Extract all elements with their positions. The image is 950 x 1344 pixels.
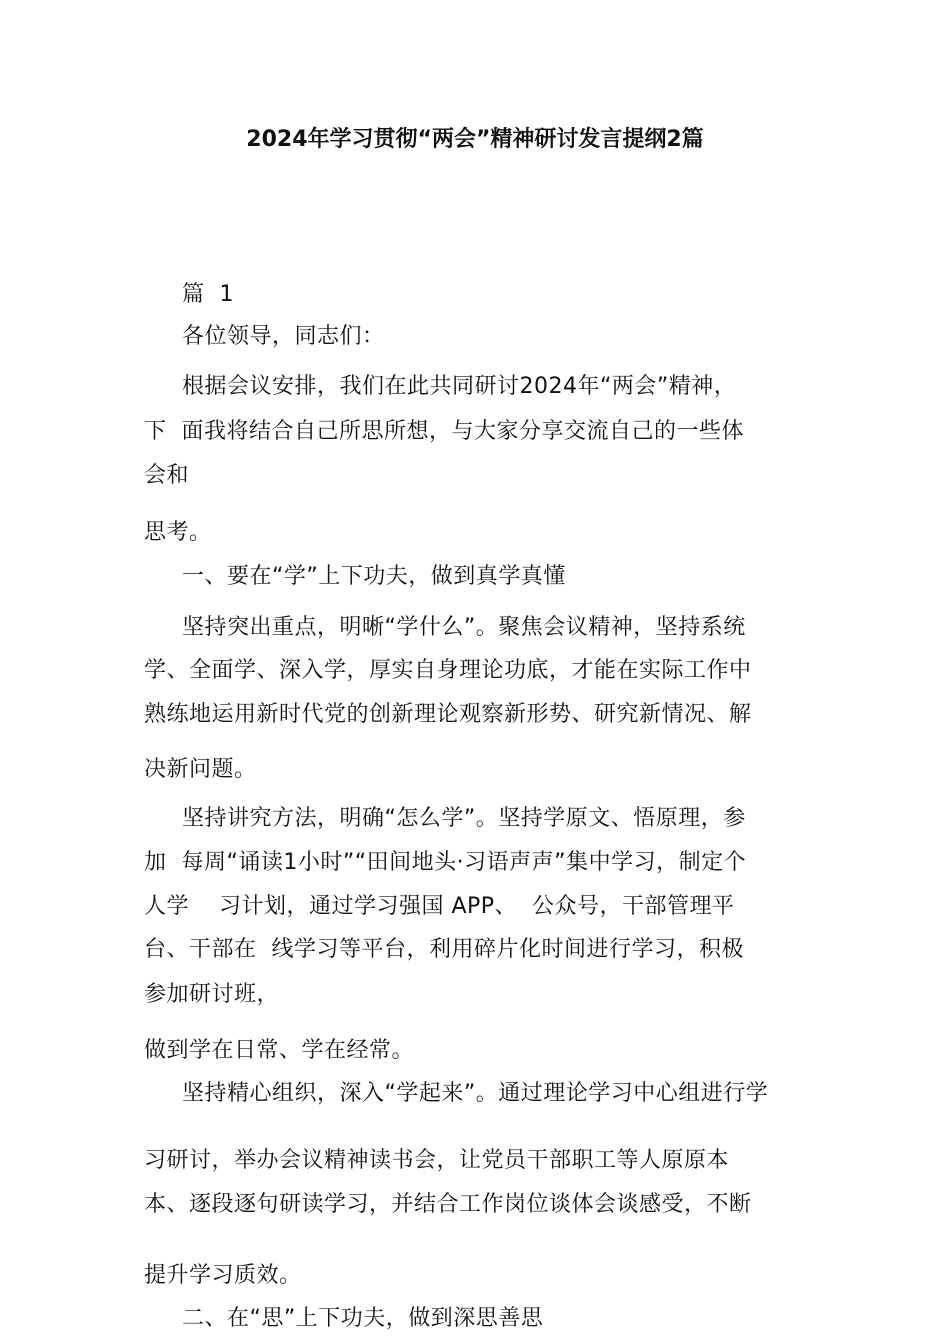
paragraph-line: 会和 — [144, 463, 190, 488]
paragraph-line: 做到学在日常、学在经常。 — [144, 1038, 415, 1063]
paragraph-line: 参加研讨班， — [144, 982, 280, 1007]
salutation: 各位领导，同志们： — [182, 324, 385, 349]
paragraph-line: 台、干部在 线学习等平台，利用碎片化时间进行学习，积极 — [144, 937, 744, 962]
paragraph-line: 下 面我将结合自己所思所想，与大家分享交流自己的一些体 — [144, 419, 744, 444]
paragraph-line: 提升学习质效。 — [144, 1263, 302, 1288]
paragraph-line: 根据会议安排，我们在此共同研讨2024年“两会”精神， — [182, 374, 737, 399]
paragraph-line: 加 每周“诵读1小时”“田间地头·习语声声”集中学习，制定个 — [144, 850, 747, 875]
paragraph-line: 学、全面学、深入学，厚实自身理论功底，才能在实际工作中 — [144, 658, 752, 683]
paragraph-line: 本、逐段逐句研读学习，并结合工作岗位谈体会谈感受，不断 — [144, 1192, 752, 1217]
section-label: 篇 1 — [182, 282, 234, 307]
section-heading: 一、要在“学”上下功夫，做到真学真懂 — [182, 564, 566, 589]
paragraph-line: 人学 习计划，通过学习强国 APP、 公众号，干部管理平 — [144, 894, 735, 919]
paragraph-line: 坚持精心组织，深入“学起来”。通过理论学习中心组进行学 — [182, 1081, 769, 1106]
paragraph-line: 坚持突出重点，明晰“学什么”。聚焦会议精神，坚持系统 — [182, 615, 746, 640]
paragraph-line: 坚持讲究方法，明确“怎么学”。坚持学原文、悟原理，参 — [182, 806, 746, 831]
section-heading: 二、在“思”上下功夫，做到深思善思 — [182, 1306, 544, 1331]
paragraph-line: 决新问题。 — [144, 757, 257, 782]
document-title: 2024年学习贯彻“两会”精神研讨发言提纲2篇 — [246, 127, 704, 152]
paragraph-line: 习研讨，举办会议精神读书会，让党员干部职工等人原原本 — [144, 1148, 730, 1173]
paragraph-line: 熟练地运用新时代党的创新理论观察新形势、研究新情况、解 — [144, 702, 752, 727]
paragraph-line: 思考。 — [144, 520, 212, 545]
